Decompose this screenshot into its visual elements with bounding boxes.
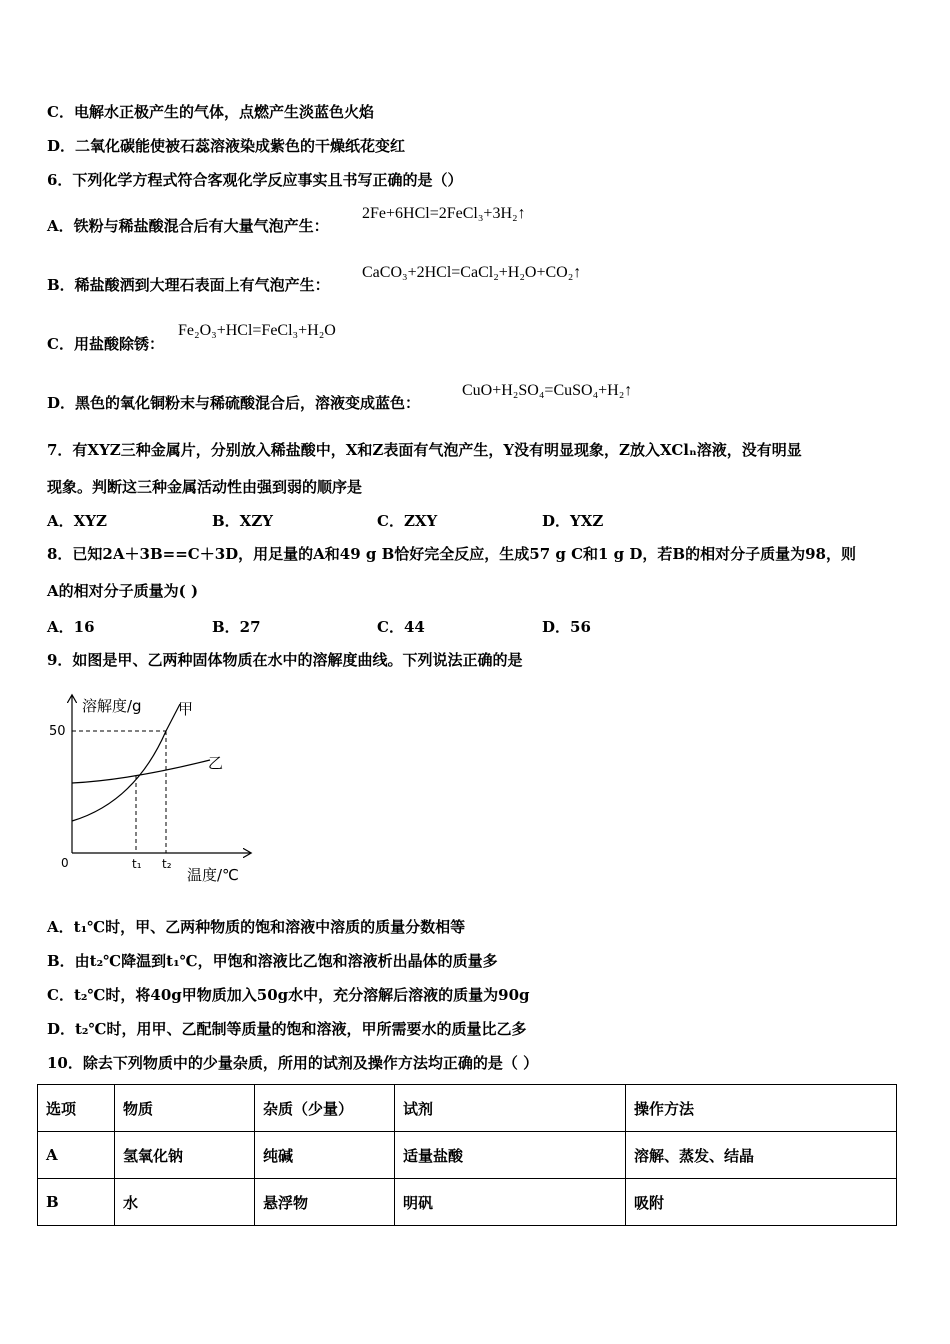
x-axis-label: 温度/℃ — [187, 866, 239, 884]
q8-option-c: C．44 — [377, 618, 425, 636]
q6-formula-b: CaCO₃+2HCl=CaCl₂+H₂O+CO₂↑ — [362, 264, 582, 281]
q6-formula-c: Fe₂O₃+HCl=FeCl₃+H₂O — [178, 322, 336, 339]
q9-option-b: B．由t₂℃降温到t₁℃，甲饱和溶液比乙饱和溶液析出晶体的质量多 — [47, 952, 498, 970]
series-yi-label: 乙 — [208, 754, 224, 772]
q6-option-c: C．用盐酸除锈： — [47, 335, 164, 353]
solubility-chart — [40, 690, 270, 890]
series-yi-curve — [72, 760, 210, 783]
q7-option-b: B．XZY — [212, 512, 273, 530]
q6-stem: 6．下列化学方程式符合客观化学反应事实且书写正确的是（） — [47, 171, 463, 189]
table-cell: A — [38, 1132, 115, 1179]
q6-option-d: D．黑色的氧化铜粉末与稀硫酸混合后，溶液变成蓝色： — [47, 394, 421, 412]
q6-formula-a: 2Fe+6HCl=2FeCl₃+3H₂↑ — [362, 205, 526, 222]
series-jia-curve — [72, 704, 180, 821]
table-cell: 溶解、蒸发、结晶 — [626, 1132, 897, 1179]
table-header-row — [38, 1085, 897, 1132]
q7-option-c: C．ZXY — [377, 512, 438, 530]
q5-option-d: D．二氧化碳能使被石蕊溶液染成紫色的干燥纸花变红 — [47, 137, 406, 155]
q9-option-a: A．t₁℃时，甲、乙两种物质的饱和溶液中溶质的质量分数相等 — [47, 918, 466, 936]
header-cell: 物质 — [115, 1085, 255, 1132]
q7-stem-line1: 7．有XYZ三种金属片，分别放入稀盐酸中，X和Z表面有气泡产生，Y没有明显现象，Z放入XClₙ溶液，没有明显 — [47, 441, 802, 459]
table-cell: 吸附 — [626, 1179, 897, 1226]
y-axis-label: 溶解度/g — [82, 697, 142, 715]
table-row — [38, 1132, 897, 1179]
q9-stem: 9．如图是甲、乙两种固体物质在水中的溶解度曲线。下列说法正确的是 — [47, 651, 523, 669]
table-cell: 水 — [115, 1179, 255, 1226]
table-cell: 明矾 — [395, 1179, 626, 1226]
series-jia-label: 甲 — [178, 700, 194, 718]
table-cell: 悬浮物 — [255, 1179, 395, 1226]
table-row — [38, 1179, 897, 1226]
q6-option-a: A．铁粉与稀盐酸混合后有大量气泡产生： — [47, 217, 329, 235]
q8-option-b: B．27 — [212, 618, 261, 636]
q7-stem-line2: 现象。判断这三种金属活动性由强到弱的顺序是 — [47, 478, 363, 496]
q6-formula-d: CuO+H₂SO₄=CuSO₄+H₂↑ — [462, 382, 633, 399]
q7-option-a: A．XYZ — [47, 512, 107, 530]
x-tick-t2: t₂ — [162, 857, 172, 871]
q8-option-a: A．16 — [47, 618, 95, 636]
q7-option-d: D．YXZ — [542, 512, 604, 530]
header-cell: 操作方法 — [626, 1085, 897, 1132]
q10-table — [37, 1084, 897, 1226]
q8-option-d: D．56 — [542, 618, 591, 636]
q10-stem: 10．除去下列物质中的少量杂质，所用的试剂及操作方法均正确的是（ ） — [47, 1054, 539, 1072]
table-cell: 氢氧化钠 — [115, 1132, 255, 1179]
table-cell: 纯碱 — [255, 1132, 395, 1179]
table-cell: B — [38, 1179, 115, 1226]
origin-label: 0 — [61, 856, 69, 870]
q5-option-c: C．电解水正极产生的气体，点燃产生淡蓝色火焰 — [47, 103, 374, 121]
header-cell: 试剂 — [395, 1085, 626, 1132]
header-cell: 选项 — [38, 1085, 115, 1132]
table-cell: 适量盐酸 — [395, 1132, 626, 1179]
q9-option-c: C．t₂℃时，将40g甲物质加入50g水中，充分溶解后溶液的质量为90g — [47, 986, 530, 1004]
q8-stem-line1: 8．已知2A＋3B==C＋3D，用足量的A和49 g B恰好完全反应，生成57 g C和1 g D，若B的相对分子质量为98，则 — [47, 545, 856, 563]
x-tick-t1: t₁ — [132, 857, 142, 871]
q6-option-b: B．稀盐酸洒到大理石表面上有气泡产生： — [47, 276, 330, 294]
y-tick-50: 50 — [49, 724, 66, 739]
q8-stem-line2: A的相对分子质量为( ) — [47, 582, 199, 600]
header-cell: 杂质（少量） — [255, 1085, 395, 1132]
q9-option-d: D．t₂℃时，用甲、乙配制等质量的饱和溶液，甲所需要水的质量比乙多 — [47, 1020, 527, 1038]
